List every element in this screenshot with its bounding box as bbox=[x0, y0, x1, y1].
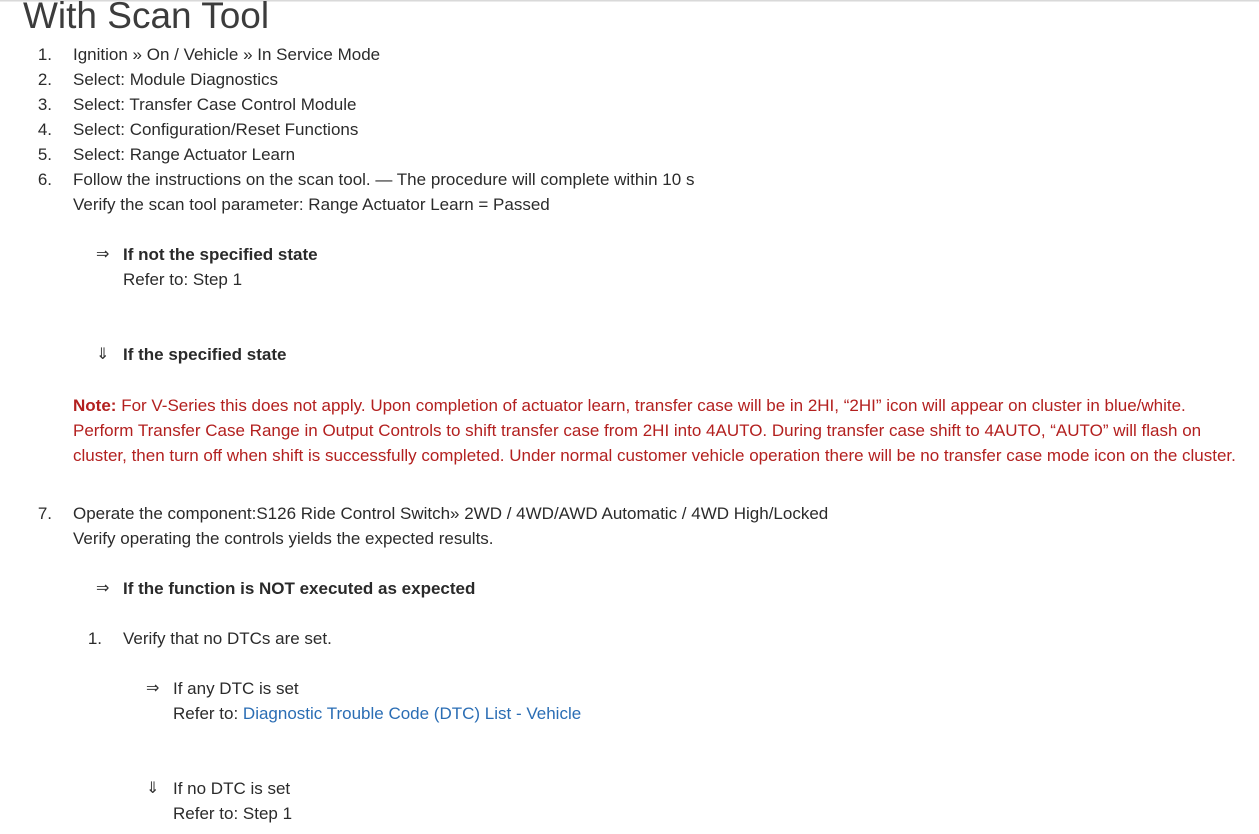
step-text: Ignition » On / Vehicle » In Service Mode bbox=[73, 45, 381, 64]
step-text: Select: Module Diagnostics bbox=[73, 70, 279, 89]
refer-prefix: Refer to: bbox=[173, 704, 243, 723]
condition-heading-not-executed: If the function is NOT executed as expected bbox=[123, 579, 476, 598]
step-number: 3. bbox=[37, 95, 52, 114]
condition-heading-specified: If the specified state bbox=[123, 345, 287, 364]
step-text: Follow the instructions on the scan tool. — The procedure will complete within 10 s bbox=[73, 170, 695, 189]
step-number: 1. bbox=[37, 45, 52, 64]
note-label: Note: bbox=[73, 396, 117, 415]
step-6-verify: Verify the scan tool parameter: Range Actuator Learn = Passed bbox=[73, 195, 550, 214]
step-number: 5. bbox=[37, 145, 52, 164]
step-number: 4. bbox=[37, 120, 52, 139]
step-text: Operate the component:S126 Ride Control Switch» 2WD / 4WD/AWD Automatic / 4WD High/Locked bbox=[73, 504, 829, 523]
condition-heading-not-specified: If not the specified state bbox=[123, 245, 318, 264]
refer-to-dtc-list bbox=[173, 702, 581, 726]
step-number: 1. bbox=[87, 629, 102, 648]
step-7-verify: Verify operating the controls yields the expected results. bbox=[73, 529, 494, 548]
step-text: Verify that no DTCs are set. bbox=[123, 629, 332, 648]
page-title: With Scan Tool bbox=[23, 0, 270, 36]
right-arrow-icon: ⇒ bbox=[146, 680, 160, 697]
step-number: 6. bbox=[37, 170, 52, 189]
step-number: 7. bbox=[37, 504, 52, 523]
right-arrow-icon: ⇒ bbox=[96, 246, 110, 263]
note-block bbox=[73, 393, 1248, 468]
step-text: Select: Transfer Case Control Module bbox=[73, 95, 357, 114]
dtc-list-link[interactable]: Diagnostic Trouble Code (DTC) List - Vehicle bbox=[242, 704, 582, 723]
condition-no-dtc: If no DTC is set bbox=[173, 779, 291, 798]
note-text: For V-Series this does not apply. Upon completion of actuator learn, transfer case will be in 2HI, “2HI” icon will appear on cluster in blue/white. Perform Transfer Case Range in Output Controls to shift transfer case from 2HI into 4AUTO. During transfer case shift to 4AUTO, “AUTO” will flash on cluster, then turn off when shift is successfully completed. Under normal customer vehicle operation there will be no transfer case mode icon on the cluster. bbox=[73, 396, 1236, 465]
down-arrow-icon: ⇓ bbox=[146, 780, 160, 797]
step-text: Select: Range Actuator Learn bbox=[73, 145, 296, 164]
refer-to-step[interactable]: Refer to: Step 1 bbox=[173, 804, 293, 823]
condition-dtc-set: If any DTC is set bbox=[173, 679, 299, 698]
right-arrow-icon: ⇒ bbox=[96, 580, 110, 597]
down-arrow-icon: ⇓ bbox=[96, 346, 110, 363]
step-number: 2. bbox=[37, 70, 52, 89]
refer-to-step[interactable]: Refer to: Step 1 bbox=[123, 270, 243, 289]
step-text: Select: Configuration/Reset Functions bbox=[73, 120, 359, 139]
